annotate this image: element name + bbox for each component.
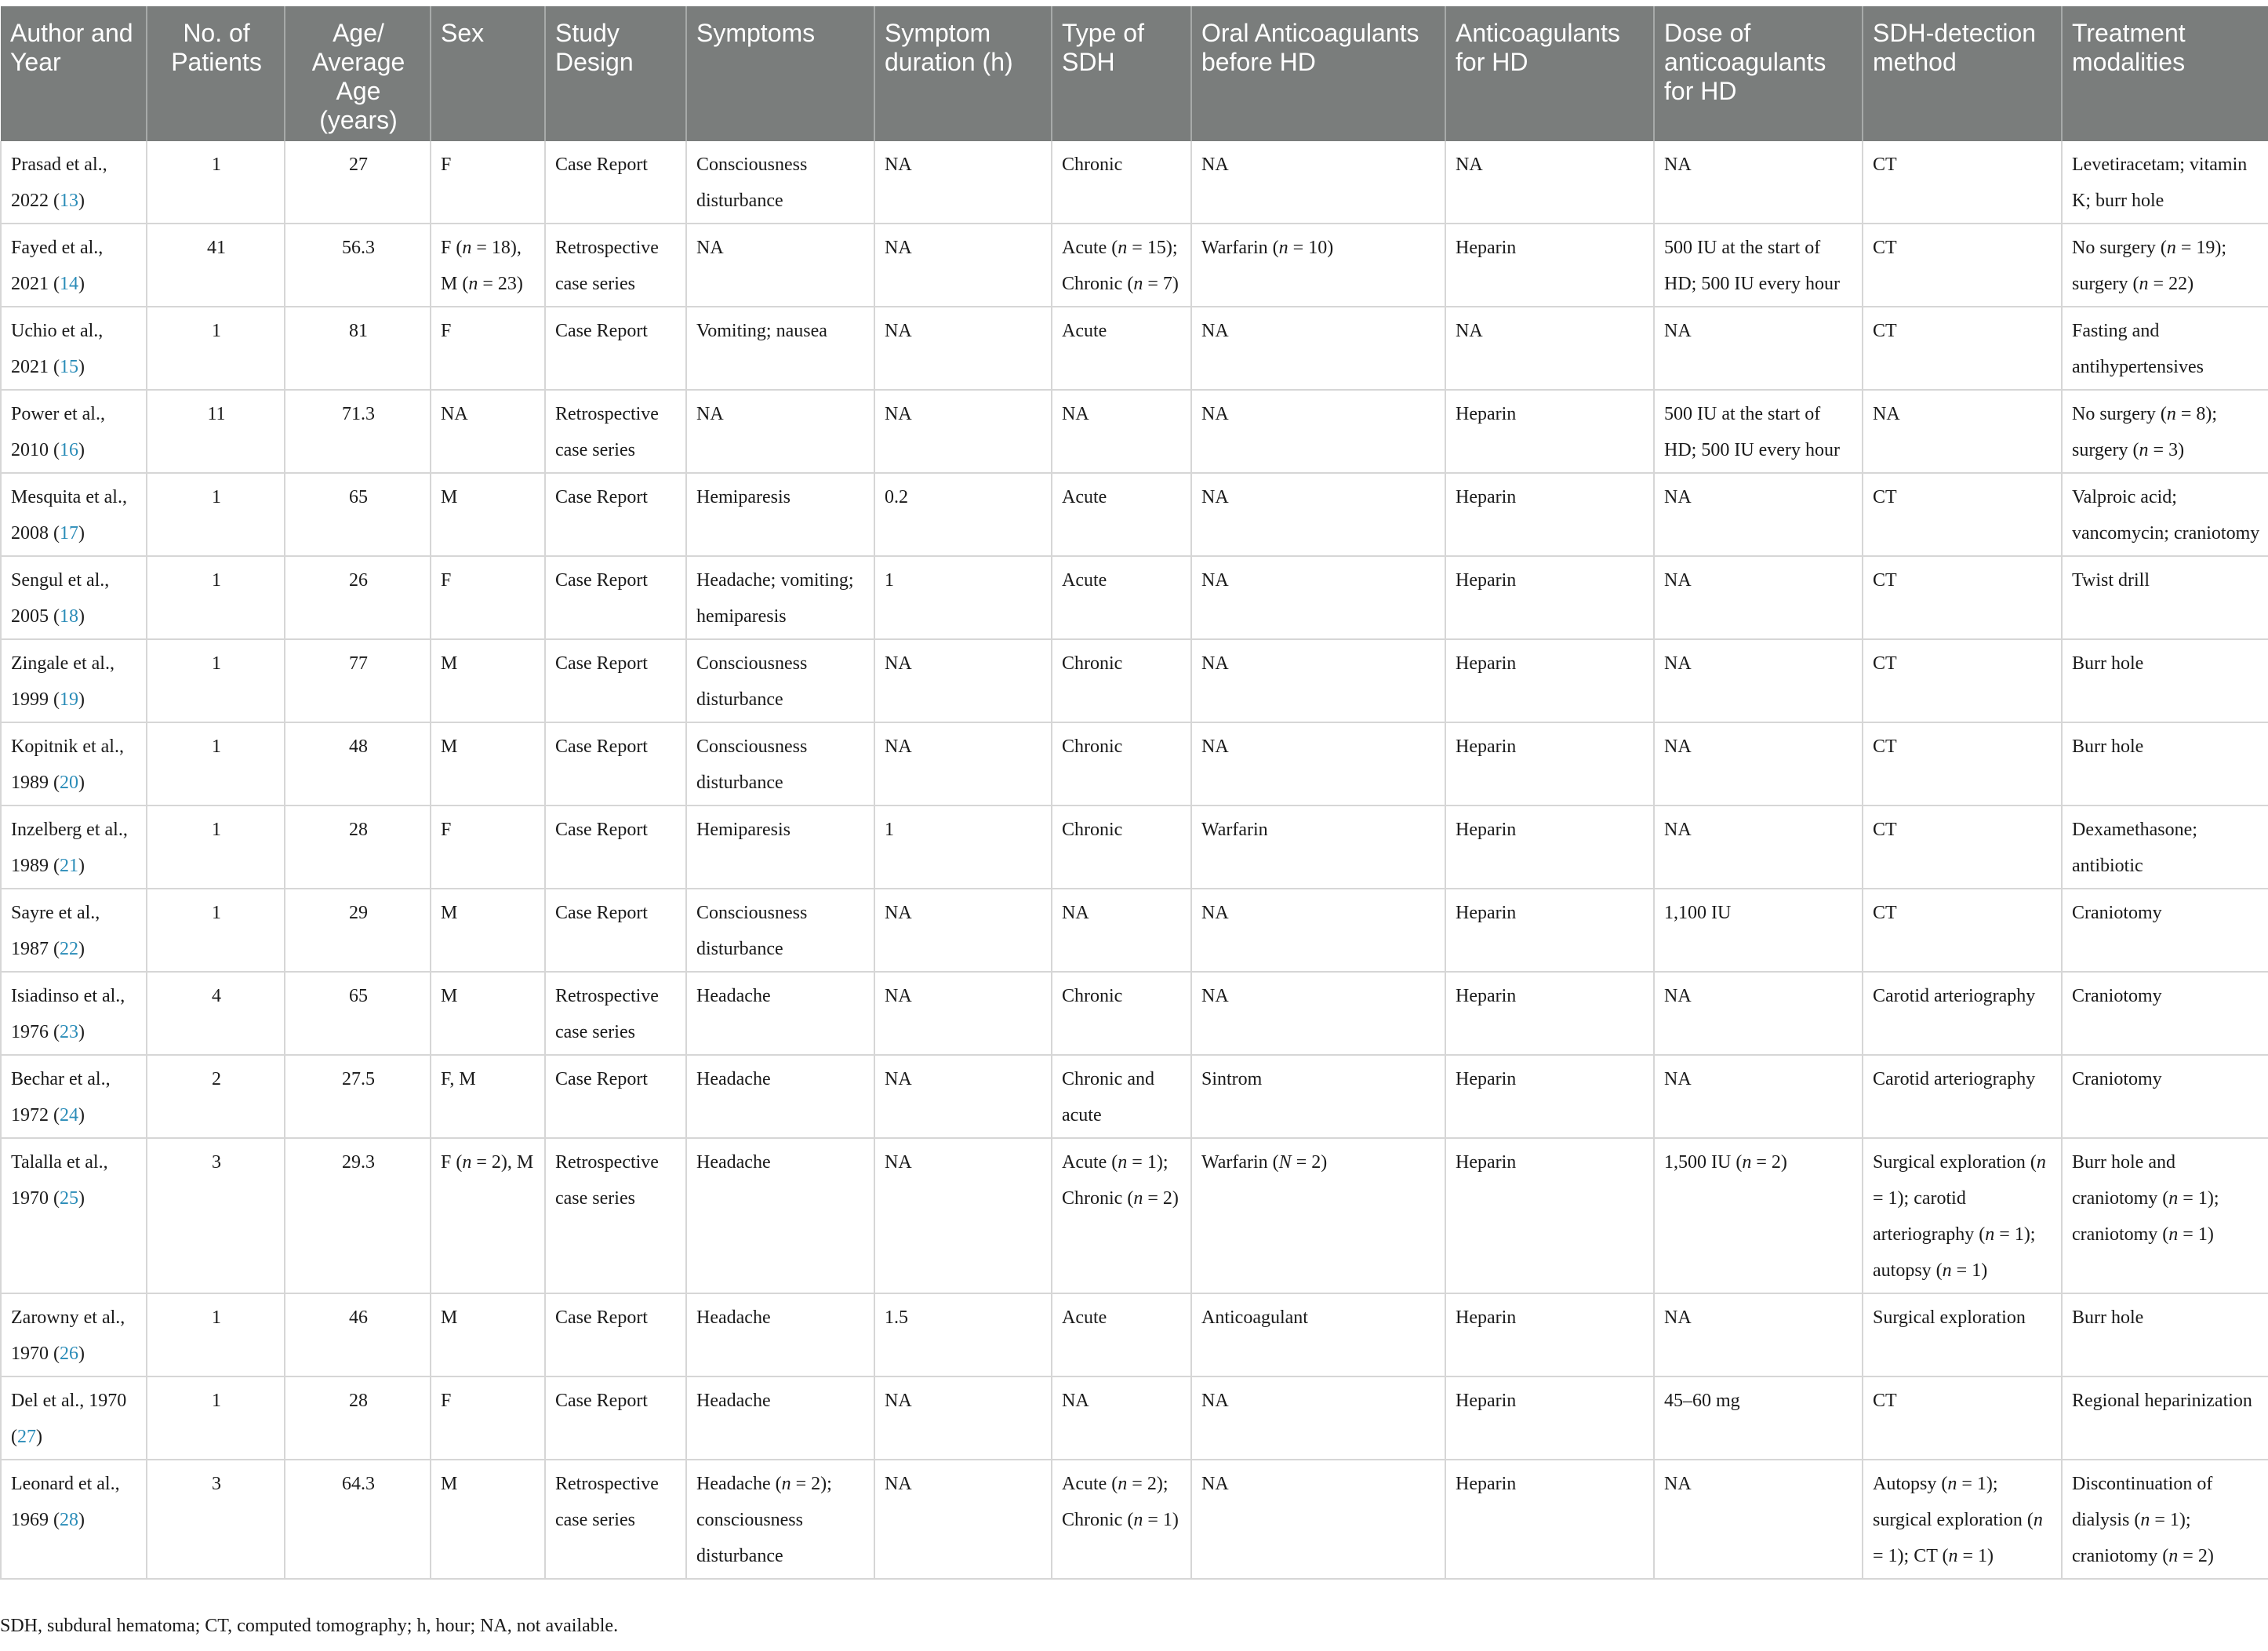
author-year-cell: Talalla et al., 1970 (25) bbox=[1, 1138, 147, 1293]
age-cell: 27.5 bbox=[285, 1055, 431, 1138]
age-cell: 48 bbox=[285, 722, 431, 805]
column-header: Dose of anticoagulants for HD bbox=[1654, 6, 1863, 141]
treatment-cell: Regional heparinization bbox=[2062, 1376, 2268, 1460]
symptom-duration-cell: NA bbox=[874, 1055, 1052, 1138]
table-row bbox=[1, 889, 2268, 972]
column-header: Study Design bbox=[545, 6, 686, 141]
author-year-cell: Uchio et al., 2021 (15) bbox=[1, 307, 147, 390]
table-row bbox=[1, 722, 2268, 805]
age-cell: 64.3 bbox=[285, 1460, 431, 1579]
study-design-cell: Case Report bbox=[545, 307, 686, 390]
column-header: Symptoms bbox=[686, 6, 874, 141]
symptom-duration-cell: NA bbox=[874, 307, 1052, 390]
author-year-cell: Leonard et al., 1969 (28) bbox=[1, 1460, 147, 1579]
oral-anticoagulant-cell: NA bbox=[1191, 639, 1445, 722]
author-year-cell: Isiadinso et al., 1976 (23) bbox=[1, 972, 147, 1055]
patients-cell: 1 bbox=[147, 473, 285, 556]
author-year-cell: Bechar et al., 1972 (24) bbox=[1, 1055, 147, 1138]
symptom-duration-cell: 0.2 bbox=[874, 473, 1052, 556]
dose-cell: NA bbox=[1654, 307, 1863, 390]
table-row bbox=[1, 1293, 2268, 1376]
patients-cell: 1 bbox=[147, 1376, 285, 1460]
dose-cell: 500 IU at the start of HD; 500 IU every hour bbox=[1654, 390, 1863, 473]
sex-cell: M bbox=[431, 889, 545, 972]
treatment-cell: No surgery (n = 19); surgery (n = 22) bbox=[2062, 224, 2268, 307]
reference-link[interactable]: 26 bbox=[60, 1344, 78, 1364]
sex-cell: F, M bbox=[431, 1055, 545, 1138]
age-cell: 56.3 bbox=[285, 224, 431, 307]
dose-cell: 500 IU at the start of HD; 500 IU every hour bbox=[1654, 224, 1863, 307]
hd-anticoagulant-cell: Heparin bbox=[1445, 556, 1654, 639]
author-year-text: Bechar et al., 1972 bbox=[11, 1069, 111, 1126]
sdh-type-cell: Acute (n = 15); Chronic (n = 7) bbox=[1052, 224, 1191, 307]
sex-cell: F bbox=[431, 307, 545, 390]
hd-anticoagulant-cell: NA bbox=[1445, 141, 1654, 224]
symptoms-cell: Headache bbox=[686, 972, 874, 1055]
hd-anticoagulant-cell: Heparin bbox=[1445, 473, 1654, 556]
author-year-text: Inzelberg et al., 1989 bbox=[11, 820, 128, 876]
author-year-text: Power et al., 2010 bbox=[11, 404, 105, 460]
symptoms-cell: Headache bbox=[686, 1055, 874, 1138]
table-row bbox=[1, 1055, 2268, 1138]
sex-cell: F bbox=[431, 805, 545, 889]
dose-cell: 1,100 IU bbox=[1654, 889, 1863, 972]
table-row bbox=[1, 556, 2268, 639]
symptoms-cell: Headache bbox=[686, 1293, 874, 1376]
patients-cell: 41 bbox=[147, 224, 285, 307]
table-row bbox=[1, 141, 2268, 224]
study-design-cell: Case Report bbox=[545, 141, 686, 224]
detection-method-cell: NA bbox=[1863, 390, 2062, 473]
author-year-cell: Mesquita et al., 2008 (17) bbox=[1, 473, 147, 556]
author-year-text: Prasad et al., 2022 bbox=[11, 155, 107, 211]
patients-cell: 3 bbox=[147, 1138, 285, 1293]
symptom-duration-cell: 1 bbox=[874, 805, 1052, 889]
age-cell: 28 bbox=[285, 805, 431, 889]
detection-method-cell: CT bbox=[1863, 889, 2062, 972]
hd-anticoagulant-cell: Heparin bbox=[1445, 1376, 1654, 1460]
reference-link[interactable]: 20 bbox=[60, 773, 78, 793]
symptom-duration-cell: 1 bbox=[874, 556, 1052, 639]
symptoms-cell: Consciousness disturbance bbox=[686, 889, 874, 972]
oral-anticoagulant-cell: Warfarin bbox=[1191, 805, 1445, 889]
symptoms-cell: Headache (n = 2); consciousness disturbance bbox=[686, 1460, 874, 1579]
sex-cell: M bbox=[431, 972, 545, 1055]
reference-link[interactable]: 28 bbox=[60, 1510, 78, 1530]
patients-cell: 1 bbox=[147, 639, 285, 722]
table-row bbox=[1, 224, 2268, 307]
age-cell: 29 bbox=[285, 889, 431, 972]
detection-method-cell: CT bbox=[1863, 639, 2062, 722]
symptom-duration-cell: NA bbox=[874, 889, 1052, 972]
author-year-text: Kopitnik et al., 1989 bbox=[11, 736, 124, 793]
symptom-duration-cell: 1.5 bbox=[874, 1293, 1052, 1376]
patients-cell: 2 bbox=[147, 1055, 285, 1138]
reference-link[interactable]: 22 bbox=[60, 939, 78, 959]
table-row bbox=[1, 1138, 2268, 1293]
author-year-cell: Del et al., 1970 (27) bbox=[1, 1376, 147, 1460]
table-row bbox=[1, 1460, 2268, 1579]
oral-anticoagulant-cell: Warfarin (n = 10) bbox=[1191, 224, 1445, 307]
reference-link[interactable]: 14 bbox=[60, 274, 78, 294]
table-row bbox=[1, 473, 2268, 556]
age-cell: 46 bbox=[285, 1293, 431, 1376]
symptoms-cell: Vomiting; nausea bbox=[686, 307, 874, 390]
reference-link[interactable]: 13 bbox=[60, 191, 78, 211]
age-cell: 65 bbox=[285, 972, 431, 1055]
author-year-cell: Prasad et al., 2022 (13) bbox=[1, 141, 147, 224]
patients-cell: 1 bbox=[147, 556, 285, 639]
dose-cell: NA bbox=[1654, 1460, 1863, 1579]
age-cell: 65 bbox=[285, 473, 431, 556]
study-design-cell: Case Report bbox=[545, 1376, 686, 1460]
column-header: Sex bbox=[431, 6, 545, 141]
oral-anticoagulant-cell: Anticoagulant bbox=[1191, 1293, 1445, 1376]
dose-cell: NA bbox=[1654, 722, 1863, 805]
author-year-cell: Sayre et al., 1987 (22) bbox=[1, 889, 147, 972]
age-cell: 77 bbox=[285, 639, 431, 722]
symptom-duration-cell: NA bbox=[874, 1460, 1052, 1579]
author-year-text: Del et al., 1970 bbox=[11, 1391, 127, 1411]
symptoms-cell: Headache bbox=[686, 1138, 874, 1293]
treatment-cell: Craniotomy bbox=[2062, 972, 2268, 1055]
reference-link[interactable]: 18 bbox=[60, 606, 78, 627]
symptoms-cell: NA bbox=[686, 390, 874, 473]
study-design-cell: Retrospective case series bbox=[545, 972, 686, 1055]
hd-anticoagulant-cell: Heparin bbox=[1445, 1055, 1654, 1138]
study-design-cell: Case Report bbox=[545, 1055, 686, 1138]
patients-cell: 3 bbox=[147, 1460, 285, 1579]
symptoms-cell: NA bbox=[686, 224, 874, 307]
reference-link[interactable]: 19 bbox=[60, 689, 78, 710]
sex-cell: F (n = 18), M (n = 23) bbox=[431, 224, 545, 307]
symptom-duration-cell: NA bbox=[874, 972, 1052, 1055]
hd-anticoagulant-cell: Heparin bbox=[1445, 390, 1654, 473]
column-header: SDH-detection method bbox=[1863, 6, 2062, 141]
symptoms-cell: Consciousness disturbance bbox=[686, 639, 874, 722]
table-row bbox=[1, 805, 2268, 889]
sex-cell: F (n = 2), M bbox=[431, 1138, 545, 1293]
dose-cell: 45–60 mg bbox=[1654, 1376, 1863, 1460]
hd-anticoagulant-cell: Heparin bbox=[1445, 722, 1654, 805]
table-row bbox=[1, 972, 2268, 1055]
sex-cell: F bbox=[431, 556, 545, 639]
author-year-text: Sayre et al., 1987 bbox=[11, 903, 100, 959]
hd-anticoagulant-cell: Heparin bbox=[1445, 1138, 1654, 1293]
symptoms-cell: Hemiparesis bbox=[686, 805, 874, 889]
sex-cell: M bbox=[431, 1460, 545, 1579]
header-row bbox=[1, 6, 2268, 141]
dose-cell: NA bbox=[1654, 556, 1863, 639]
hd-anticoagulant-cell: Heparin bbox=[1445, 639, 1654, 722]
study-design-cell: Case Report bbox=[545, 639, 686, 722]
reference-link[interactable]: 16 bbox=[60, 440, 78, 460]
study-design-cell: Case Report bbox=[545, 1293, 686, 1376]
author-year-cell: Kopitnik et al., 1989 (20) bbox=[1, 722, 147, 805]
dose-cell: NA bbox=[1654, 473, 1863, 556]
column-header: Author and Year bbox=[1, 6, 147, 141]
treatment-cell: Levetiracetam; vitamin K; burr hole bbox=[2062, 141, 2268, 224]
study-design-cell: Retrospective case series bbox=[545, 1460, 686, 1579]
sdh-type-cell: Chronic bbox=[1052, 639, 1191, 722]
symptom-duration-cell: NA bbox=[874, 390, 1052, 473]
detection-method-cell: CT bbox=[1863, 224, 2062, 307]
oral-anticoagulant-cell: NA bbox=[1191, 722, 1445, 805]
age-cell: 27 bbox=[285, 141, 431, 224]
column-header: Treatment modalities bbox=[2062, 6, 2268, 141]
reference-link[interactable]: 25 bbox=[60, 1188, 78, 1209]
table-footnote: SDH, subdural hematoma; CT, computed tomography; h, hour; NA, not available. bbox=[0, 1616, 619, 1636]
symptom-duration-cell: NA bbox=[874, 1138, 1052, 1293]
patients-cell: 1 bbox=[147, 307, 285, 390]
study-design-cell: Case Report bbox=[545, 556, 686, 639]
detection-method-cell: Carotid arteriography bbox=[1863, 972, 2062, 1055]
reference-link[interactable]: 15 bbox=[60, 357, 78, 377]
age-cell: 26 bbox=[285, 556, 431, 639]
symptom-duration-cell: NA bbox=[874, 224, 1052, 307]
patients-cell: 1 bbox=[147, 889, 285, 972]
study-design-cell: Case Report bbox=[545, 473, 686, 556]
hd-anticoagulant-cell: Heparin bbox=[1445, 972, 1654, 1055]
oral-anticoagulant-cell: NA bbox=[1191, 307, 1445, 390]
sdh-type-cell: Acute (n = 2); Chronic (n = 1) bbox=[1052, 1460, 1191, 1579]
patients-cell: 1 bbox=[147, 722, 285, 805]
sdh-type-cell: Chronic and acute bbox=[1052, 1055, 1191, 1138]
author-year-text: Uchio et al., 2021 bbox=[11, 321, 104, 377]
table-row bbox=[1, 307, 2268, 390]
sdh-type-cell: Acute bbox=[1052, 307, 1191, 390]
sdh-type-cell: Chronic bbox=[1052, 805, 1191, 889]
author-year-text: Zarowny et al., 1970 bbox=[11, 1307, 125, 1364]
study-design-cell: Retrospective case series bbox=[545, 390, 686, 473]
treatment-cell: Discontinuation of dialysis (n = 1); craniotomy (n = 2) bbox=[2062, 1460, 2268, 1579]
reference-link[interactable]: 24 bbox=[60, 1105, 78, 1126]
sdh-type-cell: NA bbox=[1052, 1376, 1191, 1460]
reference-link[interactable]: 21 bbox=[60, 856, 78, 876]
sex-cell: M bbox=[431, 473, 545, 556]
age-cell: 28 bbox=[285, 1376, 431, 1460]
oral-anticoagulant-cell: Sintrom bbox=[1191, 1055, 1445, 1138]
detection-method-cell: Carotid arteriography bbox=[1863, 1055, 2062, 1138]
age-cell: 71.3 bbox=[285, 390, 431, 473]
column-header: Oral Anticoagulants before HD bbox=[1191, 6, 1445, 141]
dose-cell: NA bbox=[1654, 972, 1863, 1055]
author-year-text: Mesquita et al., 2008 bbox=[11, 487, 127, 544]
patients-cell: 1 bbox=[147, 1293, 285, 1376]
age-cell: 29.3 bbox=[285, 1138, 431, 1293]
dose-cell: NA bbox=[1654, 1293, 1863, 1376]
detection-method-cell: CT bbox=[1863, 722, 2062, 805]
symptom-duration-cell: NA bbox=[874, 1376, 1052, 1460]
dose-cell: 1,500 IU (n = 2) bbox=[1654, 1138, 1863, 1293]
oral-anticoagulant-cell: NA bbox=[1191, 556, 1445, 639]
author-year-text: Zingale et al., 1999 bbox=[11, 653, 114, 710]
study-design-cell: Retrospective case series bbox=[545, 1138, 686, 1293]
reference-link[interactable]: 17 bbox=[60, 523, 78, 544]
author-year-cell: Sengul et al., 2005 (18) bbox=[1, 556, 147, 639]
table-header bbox=[1, 6, 2268, 141]
dose-cell: NA bbox=[1654, 805, 1863, 889]
detection-method-cell: CT bbox=[1863, 805, 2062, 889]
symptoms-cell: Hemiparesis bbox=[686, 473, 874, 556]
hd-anticoagulant-cell: NA bbox=[1445, 307, 1654, 390]
column-header: Anticoagulants for HD bbox=[1445, 6, 1654, 141]
oral-anticoagulant-cell: NA bbox=[1191, 972, 1445, 1055]
sex-cell: F bbox=[431, 141, 545, 224]
treatment-cell: Burr hole bbox=[2062, 1293, 2268, 1376]
detection-method-cell: Surgical exploration (n = 1); carotid arteriography (n = 1); autopsy (n = 1) bbox=[1863, 1138, 2062, 1293]
dose-cell: NA bbox=[1654, 1055, 1863, 1138]
sdh-type-cell: Acute bbox=[1052, 1293, 1191, 1376]
sdh-type-cell: NA bbox=[1052, 889, 1191, 972]
study-design-cell: Case Report bbox=[545, 722, 686, 805]
sex-cell: NA bbox=[431, 390, 545, 473]
symptoms-cell: Headache; vomiting; hemiparesis bbox=[686, 556, 874, 639]
table-body bbox=[1, 141, 2268, 1579]
column-header: No. of Patients bbox=[147, 6, 285, 141]
detection-method-cell: Autopsy (n = 1); surgical exploration (n = 1); CT (n = 1) bbox=[1863, 1460, 2062, 1579]
symptoms-cell: Consciousness disturbance bbox=[686, 722, 874, 805]
sex-cell: F bbox=[431, 1376, 545, 1460]
hd-anticoagulant-cell: Heparin bbox=[1445, 889, 1654, 972]
symptoms-cell: Headache bbox=[686, 1376, 874, 1460]
dose-cell: NA bbox=[1654, 639, 1863, 722]
patients-cell: 4 bbox=[147, 972, 285, 1055]
symptoms-cell: Consciousness disturbance bbox=[686, 141, 874, 224]
treatment-cell: Burr hole bbox=[2062, 722, 2268, 805]
sdh-studies-table bbox=[0, 6, 2268, 1580]
detection-method-cell: CT bbox=[1863, 473, 2062, 556]
hd-anticoagulant-cell: Heparin bbox=[1445, 224, 1654, 307]
oral-anticoagulant-cell: NA bbox=[1191, 473, 1445, 556]
author-year-cell: Inzelberg et al., 1989 (21) bbox=[1, 805, 147, 889]
symptom-duration-cell: NA bbox=[874, 722, 1052, 805]
age-cell: 81 bbox=[285, 307, 431, 390]
treatment-cell: No surgery (n = 8); surgery (n = 3) bbox=[2062, 390, 2268, 473]
reference-link[interactable]: 27 bbox=[17, 1427, 36, 1447]
reference-link[interactable]: 23 bbox=[60, 1022, 78, 1042]
symptom-duration-cell: NA bbox=[874, 639, 1052, 722]
study-design-cell: Case Report bbox=[545, 889, 686, 972]
column-header: Type of SDH bbox=[1052, 6, 1191, 141]
treatment-cell: Dexamethasone; antibiotic bbox=[2062, 805, 2268, 889]
sdh-type-cell: NA bbox=[1052, 390, 1191, 473]
sdh-type-cell: Acute bbox=[1052, 556, 1191, 639]
oral-anticoagulant-cell: NA bbox=[1191, 889, 1445, 972]
author-year-cell: Zingale et al., 1999 (19) bbox=[1, 639, 147, 722]
detection-method-cell: CT bbox=[1863, 556, 2062, 639]
treatment-cell: Twist drill bbox=[2062, 556, 2268, 639]
sdh-type-cell: Acute (n = 1); Chronic (n = 2) bbox=[1052, 1138, 1191, 1293]
oral-anticoagulant-cell: NA bbox=[1191, 141, 1445, 224]
patients-cell: 1 bbox=[147, 141, 285, 224]
study-design-cell: Case Report bbox=[545, 805, 686, 889]
author-year-text: Sengul et al., 2005 bbox=[11, 570, 110, 627]
author-year-text: Isiadinso et al., 1976 bbox=[11, 986, 125, 1042]
author-year-cell: Zarowny et al., 1970 (26) bbox=[1, 1293, 147, 1376]
detection-method-cell: CT bbox=[1863, 1376, 2062, 1460]
author-year-text: Talalla et al., 1970 bbox=[11, 1152, 108, 1209]
detection-method-cell: CT bbox=[1863, 141, 2062, 224]
treatment-cell: Craniotomy bbox=[2062, 1055, 2268, 1138]
hd-anticoagulant-cell: Heparin bbox=[1445, 1460, 1654, 1579]
author-year-text: Fayed et al., 2021 bbox=[11, 238, 104, 294]
sex-cell: M bbox=[431, 1293, 545, 1376]
study-design-cell: Retrospective case series bbox=[545, 224, 686, 307]
treatment-cell: Valproic acid; vancomycin; craniotomy bbox=[2062, 473, 2268, 556]
oral-anticoagulant-cell: NA bbox=[1191, 1460, 1445, 1579]
author-year-text: Leonard et al., 1969 bbox=[11, 1474, 120, 1530]
sdh-type-cell: Chronic bbox=[1052, 972, 1191, 1055]
treatment-cell: Craniotomy bbox=[2062, 889, 2268, 972]
oral-anticoagulant-cell: NA bbox=[1191, 390, 1445, 473]
hd-anticoagulant-cell: Heparin bbox=[1445, 805, 1654, 889]
symptom-duration-cell: NA bbox=[874, 141, 1052, 224]
oral-anticoagulant-cell: NA bbox=[1191, 1376, 1445, 1460]
sex-cell: M bbox=[431, 639, 545, 722]
treatment-cell: Burr hole and craniotomy (n = 1); craniotomy (n = 1) bbox=[2062, 1138, 2268, 1293]
patients-cell: 11 bbox=[147, 390, 285, 473]
detection-method-cell: CT bbox=[1863, 307, 2062, 390]
column-header: Symptom duration (h) bbox=[874, 6, 1052, 141]
table-row bbox=[1, 639, 2268, 722]
treatment-cell: Fasting and antihypertensives bbox=[2062, 307, 2268, 390]
author-year-cell: Fayed et al., 2021 (14) bbox=[1, 224, 147, 307]
author-year-cell: Power et al., 2010 (16) bbox=[1, 390, 147, 473]
detection-method-cell: Surgical exploration bbox=[1863, 1293, 2062, 1376]
sex-cell: M bbox=[431, 722, 545, 805]
patients-cell: 1 bbox=[147, 805, 285, 889]
column-header: Age/ Average Age (years) bbox=[285, 6, 431, 141]
oral-anticoagulant-cell: Warfarin (N = 2) bbox=[1191, 1138, 1445, 1293]
sdh-type-cell: Chronic bbox=[1052, 141, 1191, 224]
hd-anticoagulant-cell: Heparin bbox=[1445, 1293, 1654, 1376]
sdh-type-cell: Acute bbox=[1052, 473, 1191, 556]
table-row bbox=[1, 390, 2268, 473]
table-row bbox=[1, 1376, 2268, 1460]
treatment-cell: Burr hole bbox=[2062, 639, 2268, 722]
dose-cell: NA bbox=[1654, 141, 1863, 224]
sdh-type-cell: Chronic bbox=[1052, 722, 1191, 805]
